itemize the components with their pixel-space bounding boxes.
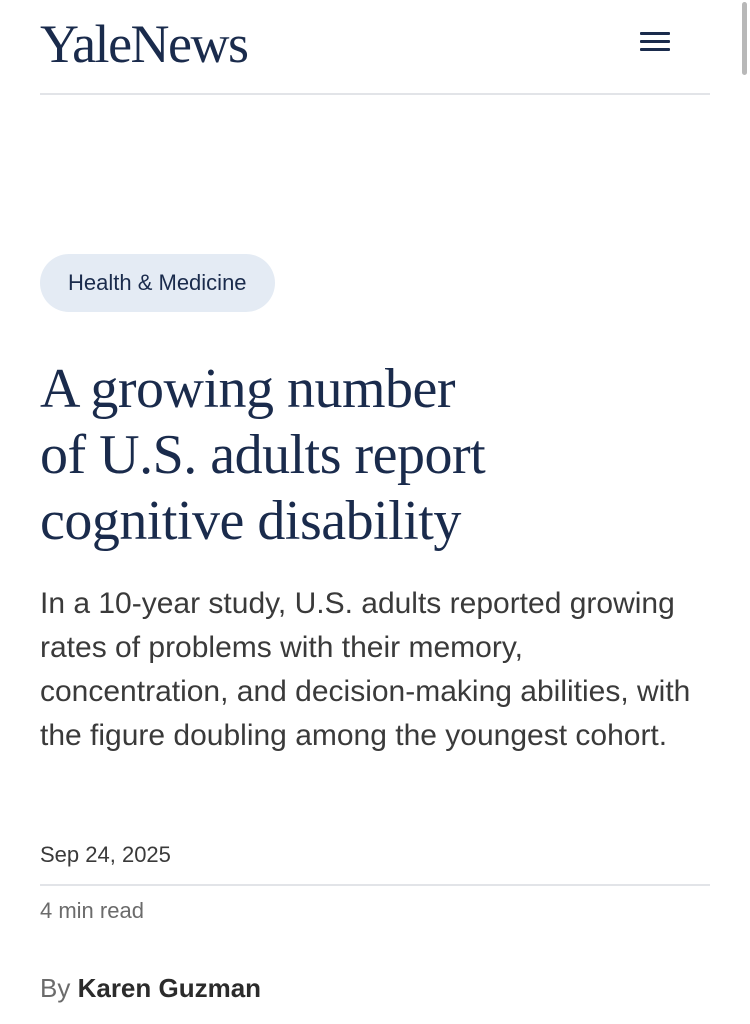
article-summary: In a 10-year study, U.S. adults reported growing rates of problems with their memory, concentration, and decision-making abilities, with the figure doubling among the youngest cohort. bbox=[40, 587, 691, 752]
page-scrollbar[interactable] bbox=[742, 2, 747, 75]
headline-line: A growing number bbox=[40, 358, 456, 420]
byline-prefix: By bbox=[40, 973, 71, 1003]
article-headline bbox=[40, 356, 530, 554]
author-link[interactable]: Karen Guzman bbox=[77, 973, 262, 1003]
headline-line: of U.S. adults report bbox=[40, 424, 486, 486]
category-tag[interactable]: Health & Medicine bbox=[40, 254, 275, 312]
menu-bar bbox=[640, 40, 670, 43]
hamburger-menu-icon[interactable] bbox=[638, 28, 672, 56]
site-logo[interactable]: YaleNews bbox=[40, 14, 248, 74]
publish-date: Sep 24, 2025 bbox=[40, 842, 171, 867]
read-time: 4 min read bbox=[40, 898, 144, 923]
site-header bbox=[40, 0, 710, 95]
headline-line: cognitive disability bbox=[40, 490, 461, 552]
menu-bar bbox=[640, 48, 670, 51]
menu-bar bbox=[640, 32, 670, 35]
meta-divider bbox=[40, 884, 710, 886]
byline bbox=[40, 970, 261, 1006]
